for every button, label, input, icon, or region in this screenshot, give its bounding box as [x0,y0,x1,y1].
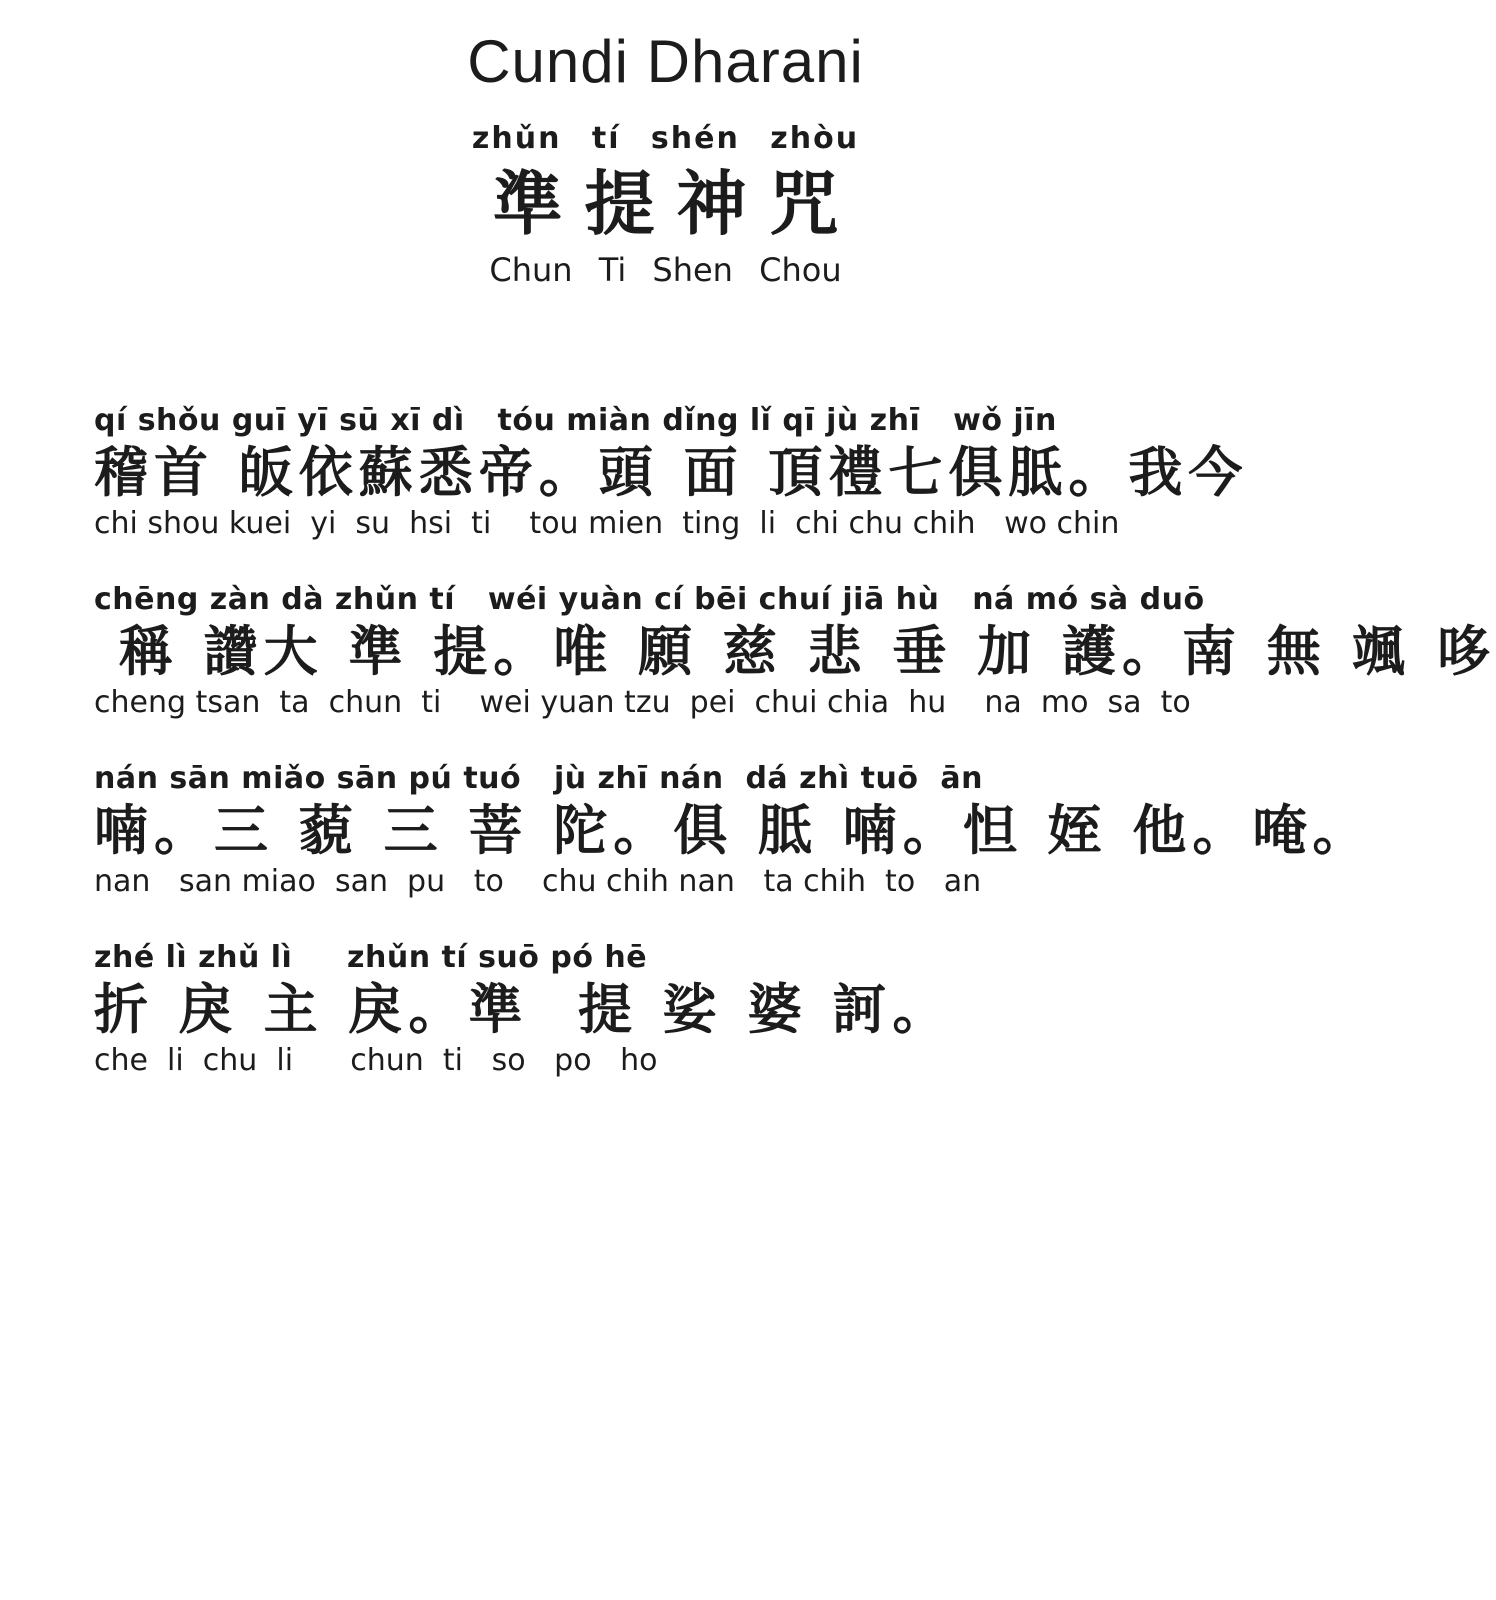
stanza-pinyin: qí shǒu guī yī sū xī dì tóu miàn dǐng lǐ qī jù zhī wǒ jīn [94,403,1057,438]
stanza-2 [94,582,1496,721]
stanza-chinese: 稽首 皈依蘇悉帝。頭 面 頂禮七俱胝。我今 [94,441,1249,504]
stanza-wade-giles: chi shou kuei yi su hsi ti tou mien ting li chi chu chih wo chin [94,506,1120,541]
stanza-wade-giles: cheng tsan ta chun ti wei yuan tzu pei chui chia hu na mo sa to [94,685,1191,720]
stanza-chinese: 稱 讚大 準 提。唯 願 慈 悲 垂 加 護。南 無 颯 哆 [94,620,1496,683]
stanza-wade-giles: nan san miao san pu to chu chih nan ta chih to an [94,864,982,899]
stanza-1 [94,403,1249,542]
stanza-chinese: 折 戾 主 戾。準 提 娑 婆 訶。 [94,978,953,1041]
page-title: Cundi Dharani [467,28,864,95]
stanza-4 [94,941,1224,1079]
stanza-pinyin: chēng zàn dà zhǔn tí wéi yuàn cí bēi chuí jiā hù ná mó sà duō [94,582,1205,617]
stanza-chinese: 喃。三 藐 三 菩 陀。俱 胝 喃。怛 姪 他。唵。 [94,799,1373,862]
stanza-wade-giles: che li chu li chun ti so po ho [94,1043,658,1078]
stanza-pinyin: nán sān miǎo sān pú tuó jù zhī nán dá zhì tuō ān [94,761,983,796]
stanza-pinyin: zhé lì zhǔ lì zhǔn tí suō pó hē [94,940,648,975]
stanza-3 [94,761,1373,900]
header-chinese-title: 準提神咒 [492,163,861,245]
header-wade-giles: Chun Ti Shen Chou [489,251,842,289]
header-pinyin: zhǔn tí shén zhòu [471,121,860,156]
